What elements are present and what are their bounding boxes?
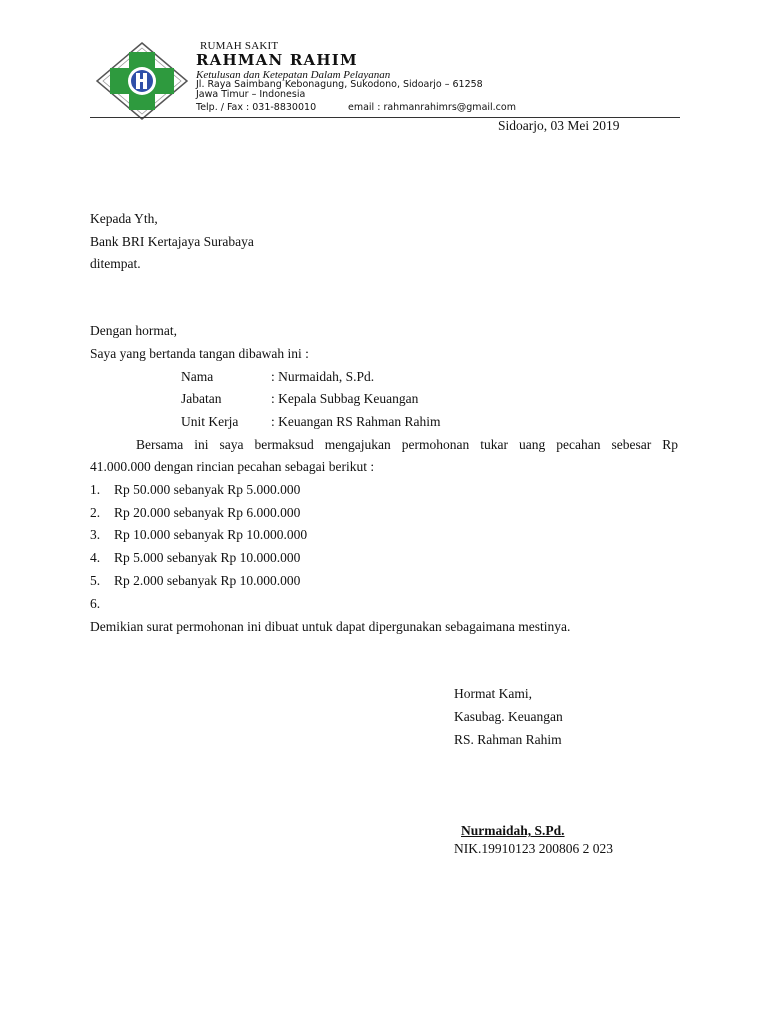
identity-value-position: : Kepala Subbag Keuangan: [271, 391, 419, 406]
list-item: Rp 5.000 sebanyak Rp 10.000.000: [114, 550, 301, 565]
list-item-number: 3.: [90, 527, 101, 542]
closing-text: Demikian surat permohonan ini dibuat untuk dapat dipergunakan sebagaimana mestinya.: [90, 619, 571, 634]
list-item-number: 2.: [90, 505, 101, 520]
body-line-1: Bersama ini saya bermaksud mengajukan permohonan tukar uang pecahan sebesar Rp: [136, 437, 678, 452]
hospital-address: [196, 80, 483, 100]
sign-block-line-1: Hormat Kami,: [454, 686, 532, 701]
hospital-email: email : rahmanrahimrs@gmail.com: [348, 102, 516, 113]
sign-block-line-3: RS. Rahman Rahim: [454, 732, 562, 747]
address-line-2: Jawa Timur – Indonesia: [196, 89, 306, 100]
recipient-line-1: Kepada Yth,: [90, 211, 158, 226]
identity-label-position: Jabatan: [181, 391, 222, 406]
list-item-number: 4.: [90, 550, 101, 565]
hospital-logo: [96, 42, 188, 120]
list-item-number: 5.: [90, 573, 101, 588]
list-item: Rp 50.000 sebanyak Rp 5.000.000: [114, 482, 301, 497]
list-item: Rp 2.000 sebanyak Rp 10.000.000: [114, 573, 301, 588]
signer-nik: NIK.19910123 200806 2 023: [454, 841, 613, 856]
list-item-number: 1.: [90, 482, 101, 497]
signer-name: Nurmaidah, S.Pd.: [461, 823, 565, 838]
address-line-1: Jl. Raya Saimbang Kebonagung, Sukodono, Sidoarjo – 61258: [196, 79, 483, 90]
list-item: Rp 10.000 sebanyak Rp 10.000.000: [114, 527, 308, 542]
list-item: Rp 20.000 sebanyak Rp 6.000.000: [114, 505, 301, 520]
identity-label-name: Nama: [181, 369, 214, 384]
hospital-prefix: RUMAH SAKIT: [200, 40, 279, 52]
hospital-tagline: Ketulusan dan Ketepatan Dalam Pelayanan: [196, 69, 391, 81]
sign-block-line-2: Kasubag. Keuangan: [454, 709, 563, 724]
identity-label-unit: Unit Kerja: [181, 414, 239, 429]
identity-value-name: : Nurmaidah, S.Pd.: [271, 369, 375, 384]
intro-text: Saya yang bertanda tangan dibawah ini :: [90, 346, 309, 361]
greeting: Dengan hormat,: [90, 323, 177, 338]
recipient-line-3: ditempat.: [90, 256, 141, 271]
body-line-2: 41.000.000 dengan rincian pecahan sebagai berikut :: [90, 459, 375, 474]
hospital-name: RAHMAN RAHIM: [196, 51, 358, 69]
list-item-number: 6.: [90, 596, 101, 611]
recipient-line-2: Bank BRI Kertajaya Surabaya: [90, 234, 254, 249]
hospital-phone: Telp. / Fax : 031-8830010: [196, 102, 317, 113]
identity-value-unit: : Keuangan RS Rahman Rahim: [271, 414, 441, 429]
letter-date: Sidoarjo, 03 Mei 2019: [498, 118, 620, 133]
